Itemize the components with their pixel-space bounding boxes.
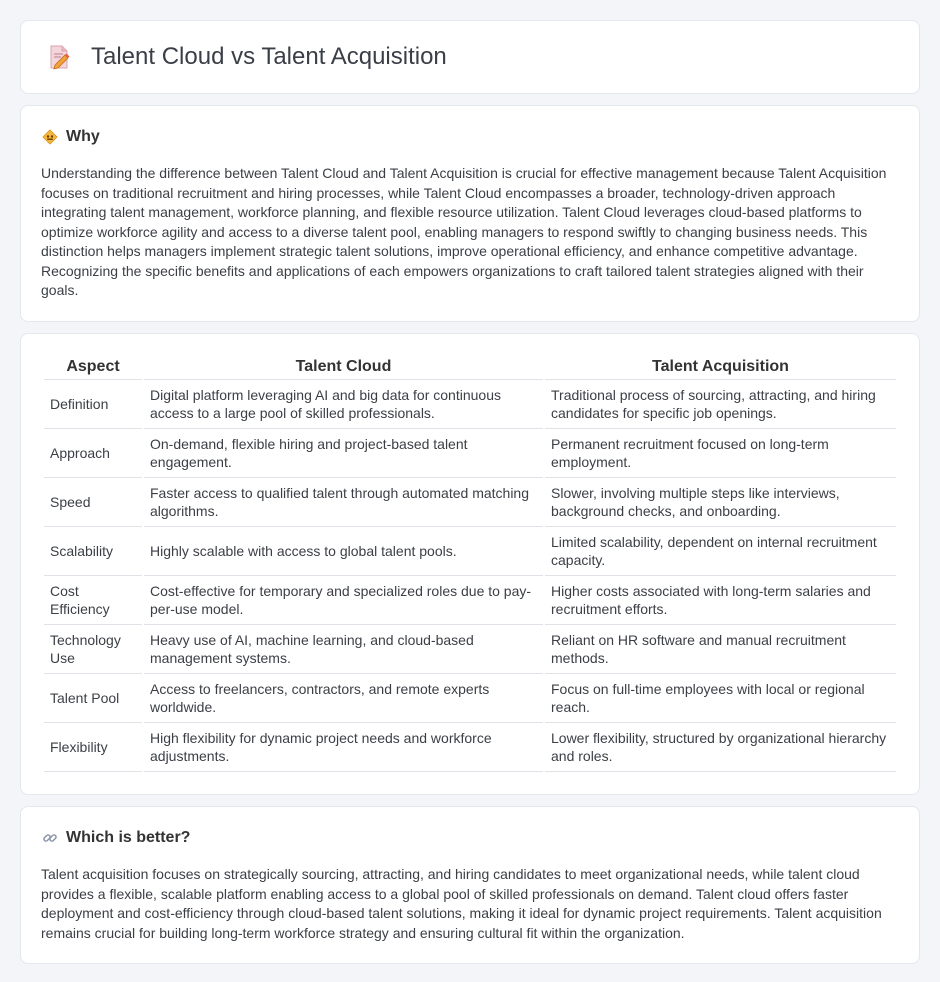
table-row [44, 674, 896, 723]
header-talent-acquisition: Talent Acquisition [545, 354, 896, 380]
table-row [44, 576, 896, 625]
header-card [20, 20, 920, 94]
comparison-table-card [20, 333, 920, 795]
aspect-cell: Technology Use [44, 625, 142, 674]
why-text: Understanding the difference between Talent Cloud and Talent Acquisition is crucial for effective management because Talent Acquisition focuses on traditional recruitment and hiring processes, while Talent Cloud encompasses a broader, technology-driven approach integrating talent management, workforce planning, and flexible resource utilization. Talent Cloud leverages cloud-based platforms to optimize workforce agility and access to a diverse talent pool, enabling managers to respond swiftly to changing business needs. This distinction helps managers implement strategic talent solutions, improve operational efficiency, and enhance competitive advantage. Recognizing the specific benefits and applications of each empowers organizations to craft tailored talent strategies aligned with their goals. [41, 165, 887, 298]
why-section [20, 105, 920, 322]
document-pencil-icon [45, 43, 73, 71]
aspect-cell: Approach [44, 429, 142, 478]
talent-cloud-cell: Cost-effective for temporary and specialized roles due to pay-per-use model. [144, 576, 543, 625]
talent-acquisition-cell: Reliant on HR software and manual recruitment methods. [545, 625, 896, 674]
aspect-cell: Speed [44, 478, 142, 527]
talent-cloud-cell: Access to freelancers, contractors, and remote experts worldwide. [144, 674, 543, 723]
table-row [44, 429, 896, 478]
why-heading: Why [66, 128, 100, 145]
talent-acquisition-cell: Lower flexibility, structured by organizational hierarchy and roles. [545, 723, 896, 772]
talent-cloud-cell: On-demand, flexible hiring and project-based talent engagement. [144, 429, 543, 478]
talent-acquisition-cell: Higher costs associated with long-term salaries and recruitment efforts. [545, 576, 896, 625]
which-is-better-section [20, 806, 920, 964]
table-row [44, 527, 896, 576]
diamond-warning-icon [41, 128, 59, 146]
talent-acquisition-cell: Traditional process of sourcing, attracting, and hiring candidates for specific job openings. [545, 380, 896, 429]
comparison-table [42, 354, 898, 772]
talent-cloud-cell: Digital platform leveraging AI and big data for continuous access to a large pool of skilled professionals. [144, 380, 543, 429]
aspect-cell: Flexibility [44, 723, 142, 772]
talent-cloud-cell: Heavy use of AI, machine learning, and cloud-based management systems. [144, 625, 543, 674]
talent-acquisition-cell: Focus on full-time employees with local or regional reach. [545, 674, 896, 723]
table-row [44, 723, 896, 772]
why-header [41, 128, 899, 146]
better-heading: Which is better? [66, 829, 191, 846]
talent-cloud-cell: Highly scalable with access to global talent pools. [144, 527, 543, 576]
table-row [44, 625, 896, 674]
header-talent-cloud: Talent Cloud [144, 354, 543, 380]
aspect-cell: Cost Efficiency [44, 576, 142, 625]
talent-acquisition-cell: Permanent recruitment focused on long-term employment. [545, 429, 896, 478]
table-row [44, 478, 896, 527]
talent-cloud-cell: Faster access to qualified talent through automated matching algorithms. [144, 478, 543, 527]
aspect-cell: Talent Pool [44, 674, 142, 723]
talent-acquisition-cell: Limited scalability, dependent on internal recruitment capacity. [545, 527, 896, 576]
aspect-cell: Scalability [44, 527, 142, 576]
header-aspect: Aspect [44, 354, 142, 380]
aspect-cell: Definition [44, 380, 142, 429]
table-row [44, 380, 896, 429]
talent-cloud-cell: High flexibility for dynamic project needs and workforce adjustments. [144, 723, 543, 772]
better-text: Talent acquisition focuses on strategically sourcing, attracting, and hiring candidates to meet organizational needs, while talent cloud provides a flexible, scalable platform enabling access to a global pool of skilled professionals on demand. Talent cloud offers faster deployment and cost-efficiency through cloud-based talent solutions, making it ideal for dynamic project requirements. Talent acquisition remains crucial for building long-term workforce strategy and ensuring cultural fit within the organization. [41, 866, 882, 941]
table-header-row [44, 354, 896, 380]
better-header [41, 829, 899, 847]
talent-acquisition-cell: Slower, involving multiple steps like interviews, background checks, and onboarding. [545, 478, 896, 527]
link-icon [41, 829, 59, 847]
page-title: Talent Cloud vs Talent Acquisition [91, 43, 447, 70]
